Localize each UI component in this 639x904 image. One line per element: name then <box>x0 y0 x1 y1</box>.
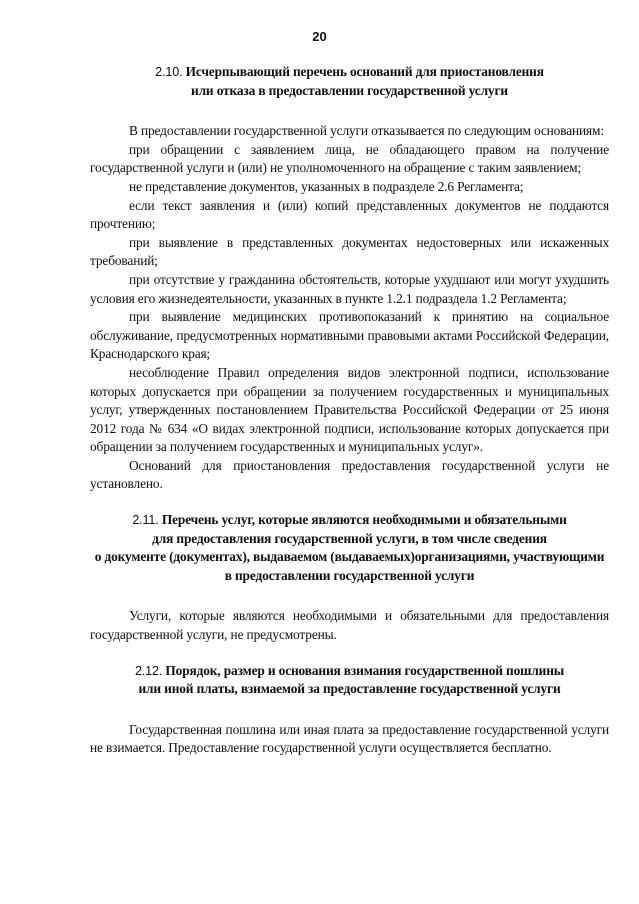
section-title: Исчерпывающий перечень оснований для приостановления <box>185 64 544 79</box>
section-title: о документе (документах), выдаваемом (выдаваемых)организациями, участвующими в предоставлении государственной услуги <box>94 549 605 583</box>
section-title: или отказа в предоставлении государственной услуги <box>191 82 508 98</box>
paragraph: не представление документов, указанных в подразделе 2.6 Регламента; <box>129 178 524 194</box>
paragraph: несоблюдение Правил определения видов электронной подписи, использование которых допускается при обращении за получением государственных и муниципальных услуг, утвержденных постановлением Правительства Российской Федерации от 25 июня 2012 года № 634 «О видах электронной подписи, использование которых допускается при обращении за получением государственных и муниципальных услуг». <box>90 364 609 455</box>
section-number: 2.11. <box>132 513 159 528</box>
paragraph: при отсутствие у гражданина обстоятельств, которые ухудшают или могут ухудшить условия его жизнедеятельности, указанных в пункте 1.2.1 подраздела 1.2 Регламента; <box>90 271 609 306</box>
page-number: 20 <box>312 29 327 44</box>
section-title: или иной платы, взимаемой за предоставление государственной услуги <box>138 681 561 697</box>
section-number: 2.10. <box>155 65 183 79</box>
section-title: Перечень услуг, которые являются необходимыми и обязательными <box>161 512 567 528</box>
paragraph: при выявление в представленных документах недостоверных или искаженных требований; <box>90 234 609 269</box>
paragraph: при обращении с заявлением лица, не обладающего правом на получение государственной услуги и (или) не уполномоченного на обращение с таким заявлением; <box>90 141 609 176</box>
section-number: 2.12. <box>134 663 163 678</box>
section-2-10-heading <box>90 63 609 100</box>
paragraph: если текст заявления и (или) копий представленных документов не поддаются прочтению; <box>90 197 609 232</box>
section-2-10-heading-line-1 <box>90 63 609 82</box>
section-2-12-heading <box>90 662 609 699</box>
paragraph: Оснований для приостановления предоставления государственной услуги не установлено. <box>90 457 609 492</box>
section-2-11-heading <box>90 511 609 585</box>
section-title: Порядок, размер и основания взимания государственной пошлины <box>165 662 565 678</box>
section-2-11-heading-line-1 <box>90 511 609 530</box>
section-2-12-heading-line-1 <box>90 662 609 681</box>
document-body <box>90 63 609 758</box>
section-title: для предоставления государственной услуги, в том числе сведения <box>152 530 547 546</box>
paragraph: при выявление медицинских противопоказаний к принятию на социальное обслуживание, предусмотренных нормативными правовыми актами Российской Федерации, Краснодарского края; <box>90 309 609 362</box>
paragraph: Услуги, которые являются необходимыми и обязательными для предоставления государственной услуги, не предусмотрены. <box>90 608 609 643</box>
paragraph: В предоставлении государственной услуги отказывается по следующим основаниям: <box>129 123 604 139</box>
paragraph: Государственная пошлина или иная плата за предоставление государственной услуги не взимается. Предоставление государственной услуги осуществляется бесплатно. <box>90 721 609 756</box>
